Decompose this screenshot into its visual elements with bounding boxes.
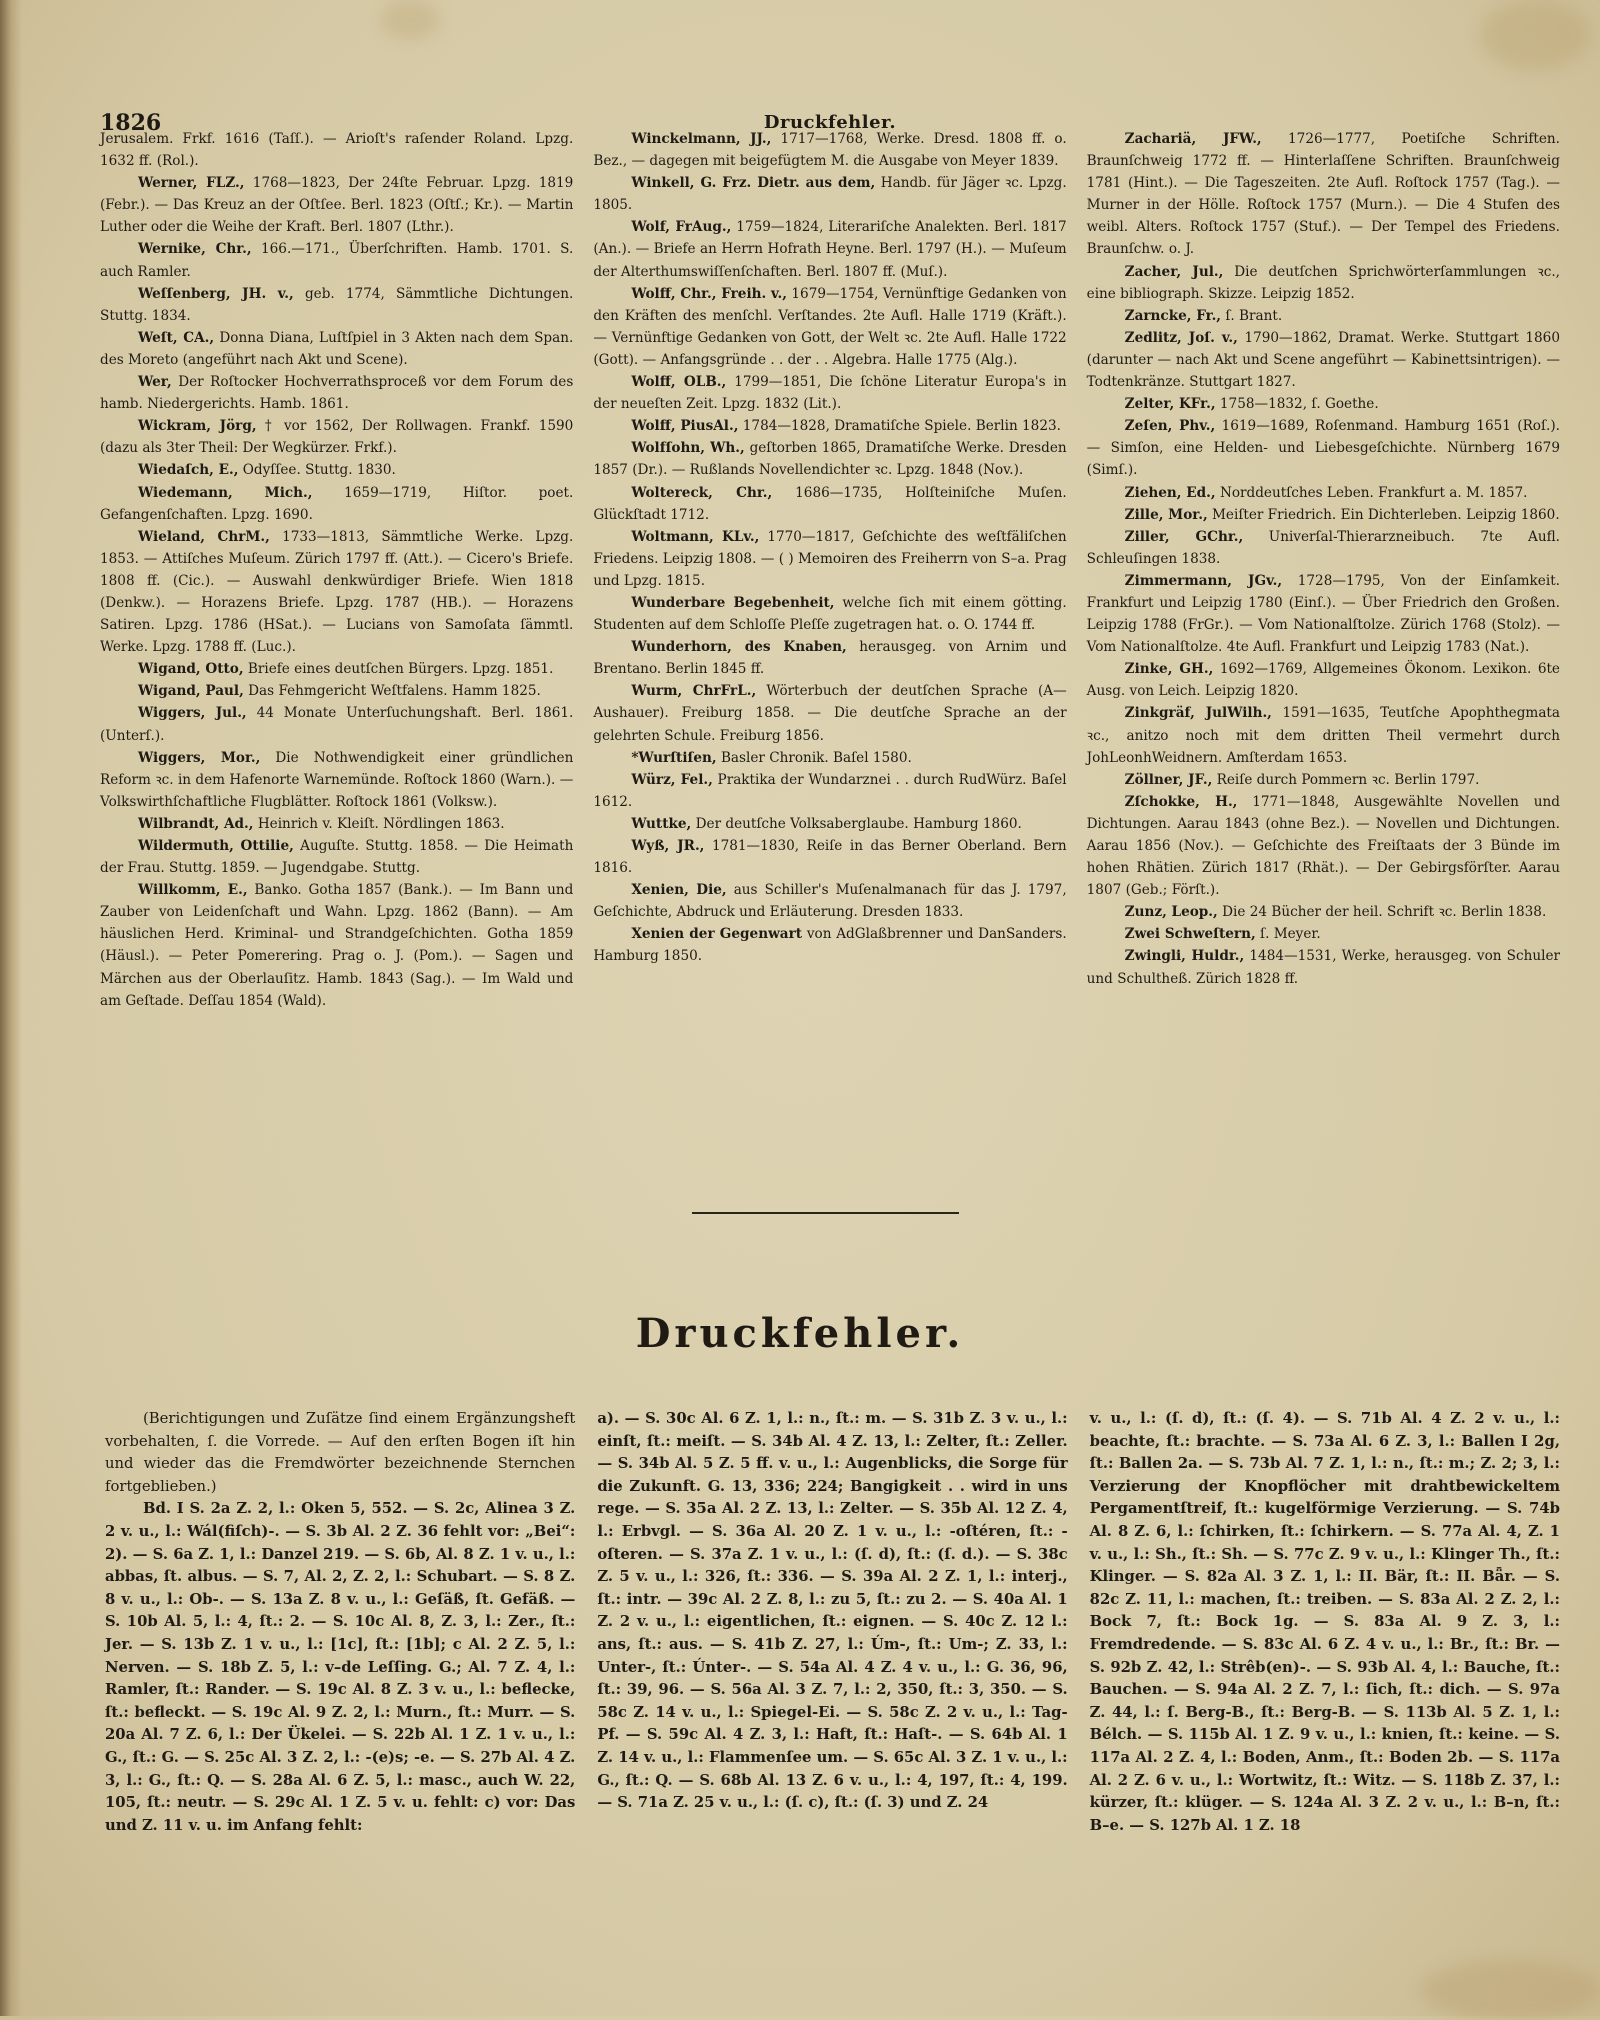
entry-text: Handb. für Jäger ꝛc. Lpzg. 1805. bbox=[593, 175, 1067, 214]
entry-text: Praktika der Wundarznei . . durch RudWürz. Baſel 1612. bbox=[593, 771, 1067, 810]
entry-text: 1686—1735, Holſteiniſche Muſen. Glückſtadt 1712. bbox=[593, 484, 1067, 523]
author-name: Zelter, KFr., bbox=[1124, 396, 1216, 413]
author-name: Wolff, PiusAl., bbox=[631, 418, 739, 435]
author-name: Wiedaſch, E., bbox=[138, 462, 239, 479]
bibliography-entry bbox=[100, 238, 573, 282]
errata-title: Druckfehler. bbox=[635, 1310, 965, 1357]
bibliography-entry bbox=[100, 658, 573, 680]
paper-stain bbox=[380, 0, 440, 40]
author-name: Xenien der Gegenwart bbox=[631, 926, 803, 943]
author-name: Weſt, CA., bbox=[138, 329, 215, 346]
entry-text: geb. 1774, Sämmtliche Dichtungen. Stuttg. 1834. bbox=[100, 285, 574, 324]
entry-text: ſ. Meyer. bbox=[1260, 926, 1321, 943]
bibliography-entry bbox=[593, 283, 1066, 371]
bibliography-entry bbox=[100, 128, 573, 172]
entry-text: 1659—1719, Hiſtor. poet. Gefangenſchaften. Lpzg. 1690. bbox=[100, 484, 574, 523]
errata-column-3 bbox=[1090, 1408, 1560, 1908]
author-name: Wolff, Chr., Freih. v., bbox=[631, 285, 788, 302]
entry-text: Das Fehmgericht Weſtfalens. Hamm 1825. bbox=[248, 683, 541, 700]
author-name: Wieland, ChrM., bbox=[138, 528, 270, 545]
bibliography-entry bbox=[593, 128, 1066, 172]
entry-text: Die 24 Bücher der heil. Schrift ꝛc. Berlin 1838. bbox=[1222, 904, 1547, 921]
bibliography-entry bbox=[1087, 658, 1560, 702]
author-name: Zunz, Leop., bbox=[1124, 904, 1218, 921]
entry-text: ſ. Brant. bbox=[1225, 307, 1283, 324]
bibliography-entry bbox=[100, 172, 573, 238]
bibliography-entry bbox=[593, 482, 1066, 526]
errata-text: v. u., l.: (ſ. d), ſt.: (ſ. 4). — S. 71b Al. 4 Z. 2 v. u., l.: beachte, ſt.: brachte. — S. 73a Al. 6 Z. 3, l.: Ballen I 2g, ſt.: Ballen 2a. — S. 73b Al. 7 Z. 1, l.: n., ſt.: m.; Z. 2; 3, l.: Verzierung der Knopflöcher mit drahtbewickeltem Pergamentſtreif, ſt.: kugelförmige Verzierung. — S. 74b Al. 8 Z. 6, l.: ſchirken, ſt.: ſchirkern. — S. 77a Al. 4, Z. 1 v. u., l.: Sh., ſt.: Sh. — S. 77c Z. 9 v. u., l.: Klinger Th., ſt.: Klinger. — S. 82a Al. 3 Z. 1, l.: II. Bär, ſt.: II. Bǟr. — S. 82c Z. 11, l.: machen, ſt.: treiben. — S. 83a Al. 2 Z. 2, l.: Bock 7, ſt.: Bock 1g. — S. 83a Al. 9 Z. 3, l.: Fremdredende. — S. 83c Al. 6 Z. 4 v. u., l.: Br., ſt.: Br. — S. 92b Z. 42, l.: Strêb(en)-. — S. 93b Al. 4, l.: Bauche, ſt.: Bauchen. — S. 94a Al. 2 Z. 7, l.: ſich, ſt.: dich. — S. 97a Z. 44, l.: ſ. Berg-B., ſt.: Berg-B. — S. 113b Al. 5 Z. 1, l.: Bélch. — S. 115b Al. 1 Z. 9 v. u., l.: knien, ſt.: keine. — S. 117a Al. 2 Z. 4, l.: Boden, Anm., ſt.: Boden 2b. — S. 117a Al. 2 Z. 6 v. u., l.: Wortwitz, ſt.: Witz. — S. 118b Z. 37, l.: kürzer, ſt.: klüger. — S. 124a Al. 3 Z. 2 v. u., l.: B–n, ſt.: B–e. — S. 127b Al. 1 Z. 18 bbox=[1089, 1410, 1560, 1834]
author-name: Zille, Mor., bbox=[1124, 506, 1208, 523]
bibliography-column-2 bbox=[593, 128, 1066, 1138]
errata-column-2 bbox=[597, 1408, 1067, 1908]
entry-text: Univerſal-Thierarzneibuch. 7te Aufl. Schleuſingen 1838. bbox=[1086, 528, 1560, 567]
author-name: Zinke, GH., bbox=[1124, 661, 1214, 678]
author-name: Xenien, Die, bbox=[631, 882, 727, 899]
author-name: Winkell, G. Frz. Dietr. aus dem, bbox=[631, 175, 876, 192]
bibliography-entry bbox=[1087, 128, 1560, 261]
author-name: Wigand, Otto, bbox=[138, 661, 244, 678]
entry-text: 1692—1769, Allgemeines Ökonom. Lexikon. 6te Ausg. von Leich. Leipzig 1820. bbox=[1086, 661, 1560, 700]
bibliography-entry bbox=[1087, 526, 1560, 570]
bibliography-column-1 bbox=[100, 128, 573, 1138]
entry-text: welche ſich mit einem götting. Studenten auf dem Schloſſe Pleſſe zugetragen hat. o. O. 1744 ff. bbox=[593, 594, 1067, 634]
author-name: Ziehen, Ed., bbox=[1124, 484, 1216, 501]
running-title: Druckfehler. bbox=[763, 112, 897, 133]
entry-text: 1717—1768, Werke. Dresd. 1808 ff. o. Bez., — dagegen mit beigefügtem M. die Ausgabe von Meyer 1839. bbox=[593, 131, 1067, 170]
author-name: Wickram, Jörg, bbox=[138, 418, 257, 435]
bibliography-entry bbox=[593, 680, 1066, 746]
entry-text: 1771—1848, Ausgewählte Novellen und Dichtungen. Aarau 1843 (ohne Bez.). — Novellen und Dichtungen. Aarau 1856 (Nov.). — Geſchichte des Freiſtaats der 3 Bünde im hohen Rhätien. Zürich 1817 (Rhät.). — Der Gebirgsförſter. Aarau 1807 (Geb.; Förſt.). bbox=[1086, 793, 1560, 899]
author-name: Werner, FLZ., bbox=[138, 175, 245, 192]
bibliography-entry bbox=[593, 437, 1066, 481]
author-name: Zſchokke, H., bbox=[1124, 793, 1238, 810]
bibliography-entry bbox=[1087, 482, 1560, 504]
bibliography-entry bbox=[100, 747, 573, 813]
author-name: Wiedemann, Mich., bbox=[138, 484, 313, 501]
author-name: Zinkgräf, JulWilh., bbox=[1124, 705, 1272, 722]
author-name: Zwei Schweſtern, bbox=[1124, 926, 1256, 943]
errata-text: a). — S. 30c Al. 6 Z. 1, l.: n., ſt.: m. — S. 31b Z. 3 v. u., l.: einſt, ſt.: meiſt. — S. 34b Al. 4 Z. 13, l.: Zelter, ſt.: Zeller. — S. 34b Al. 5 Z. 5 ff. v. u., l.: Augenblicks, die Sorge für die Zukunft. G. 13, 336; 224; Bangigkeit . . wird in uns rege. — S. 35a Al. 2 Z. 13, l.: Zelter. — S. 35b Al. 12 Z. 4, l.: Erbvgl. — S. 36a Al. 20 Z. 1 v. u., l.: -oſtéren, ſt.: -oſteren. — S. 37a Z. 1 v. u., l.: (ſ. d), ſt.: (ſ. d.). — S. 38c Z. 5 v. u., l.: 326, ſt.: 336. — S. 39a Al. 2 Z. 1, l.: interj., ſt.: intr. — 39c Al. 2 Z. 8, l.: zu 5, ſt.: zu 2. — S. 40a Al. 1 Z. 2 v. u., l.: eigentlichen, ſt.: eignen. — S. 40c Z. 12 l.: ans, ſt.: aus. — S. 41b Z. 27, l.: Úm-, ſt.: Um-; Z. 33, l.: Unter-, ſt.: Únter-. — S. 54a Al. 4 Z. 4 v. u., l.: G. 36, 96, ſt.: 39, 96. — S. 56a Al. 3 Z. 7, l.: 2, 350, ſt.: 3, 350. — S. 58c Z. 14 v. u., l.: Spiegel-Ei. — S. 58c Z. 2 v. u., l.: Tag-Pf. — S. 59c Al. 4 Z. 3, l.: Haft, ſt.: Haſt-. — S. 64b Al. 1 Z. 14 v. u., l.: Flammenſee um. — S. 65c Al. 3 Z. 1 v. u., l.: G., ſt.: Q. — S. 68b Al. 13 Z. 6 v. u., l.: 4, 197, ſt.: 4, 199. — S. 71a Z. 25 v. u., l.: (ſ. c), ſt.: (ſ. 3) und Z. 24 bbox=[597, 1410, 1068, 1812]
errata-column-1 bbox=[105, 1408, 575, 1908]
bibliography-entry bbox=[593, 923, 1066, 967]
entry-text: 1790—1862, Dramat. Werke. Stuttgart 1860 (darunter — nach Akt und Scene angeführt — Kabinettsintrigen). — Todtenkränze. Stuttgart 1827. bbox=[1086, 329, 1560, 391]
author-name: Zarncke, Fr., bbox=[1124, 307, 1222, 324]
bibliography-entry bbox=[100, 702, 573, 746]
author-name: Wer, bbox=[138, 374, 172, 391]
bibliography-column-3 bbox=[1087, 128, 1560, 1138]
bibliography-entry bbox=[1087, 945, 1560, 989]
bibliography-entry bbox=[1087, 393, 1560, 415]
author-name: Wunderhorn, des Knaben, bbox=[631, 639, 847, 656]
entry-text: 1768—1823, Der 24ſte Februar. Lpzg. 1819 (Febr.). — Das Kreuz an der Oſtſee. Berl. 1823 (Oſtſ.; Kr.). — Martin Luther oder die Weihe der Kraft. Berl. 1807 (Lthr.). bbox=[100, 175, 574, 236]
bibliography-entry bbox=[593, 813, 1066, 835]
author-name: Zacher, Jul., bbox=[1124, 263, 1224, 280]
bibliography-entry bbox=[593, 592, 1066, 636]
bibliography-entry bbox=[593, 835, 1066, 879]
author-name: Willkomm, E., bbox=[138, 882, 248, 899]
entry-text: Basler Chronik. Baſel 1580. bbox=[720, 749, 912, 766]
bibliography-entry bbox=[100, 680, 573, 702]
author-name: *Wurſtiſen, bbox=[631, 749, 717, 766]
section-divider bbox=[692, 1212, 959, 1214]
errata-intro: (Berichtigungen und Zuſätze ſind einem Ergänzungsheft vorbehalten, ſ. die Vorrede. — Auf den erſten Bogen iſt hin und wieder das die Fremdwörter bezeichnende Sternchen fortgeblieben.) bbox=[105, 1410, 576, 1495]
bibliography-entry bbox=[100, 526, 573, 659]
bibliography-entry bbox=[593, 636, 1066, 680]
bibliography-entry bbox=[100, 371, 573, 415]
bibliography-entry bbox=[1087, 791, 1560, 901]
entry-text: Reiſe durch Pommern ꝛc. Berlin 1797. bbox=[1216, 771, 1480, 788]
entry-text: 1679—1754, Vernünftige Gedanken von den Kräften des menſchl. Verſtandes. 2te Aufl. Halle 1719 (Kräft.). — Vernünftige Gedanken von Gott, der Welt ꝛc. 2te Aufl. Halle 1722 (Gott). — Anfangsgründe . . der . . Algebra. Halle 1775 (Alg.). bbox=[593, 285, 1067, 368]
author-name: Zwingli, Huldr., bbox=[1124, 948, 1245, 965]
bibliography-entry bbox=[100, 813, 573, 835]
bibliography-entry bbox=[593, 747, 1066, 769]
entry-text: 1759—1824, Literariſche Analekten. Berl. 1817 (An.). — Briefe an Herrn Hofrath Heyne. Berl. 1797 (H.). — Muſeum der Alterthumswiſſenſchaften. Berl. 1807 ff. (Muſ.). bbox=[593, 219, 1067, 280]
bibliography-entry bbox=[1087, 504, 1560, 526]
entry-text: 1733—1813, Sämmtliche Werke. Lpzg. 1853. — Attiſches Muſeum. Zürich 1797 ff. (Att.). — Cicero's Briefe. 1808 ff. (Cic.). — Auswahl denkwürdiger Briefe. Wien 1818 (Denkw.). — Horazens Briefe. Lpzg. 1787 (HB.). — Horazens Satiren. Lpzg. 1786 (HSat.). — Lucians von Samoſata ſämmtl. Werke. Lpzg. 1788 ff. (Luc.). bbox=[100, 528, 574, 656]
entry-text: Auguſte. Stuttg. 1858. — Die Heimath der Frau. Stuttg. 1859. — Jugendgabe. Stuttg. bbox=[100, 838, 574, 877]
entry-text: 1619—1689, Roſenmand. Hamburg 1651 (Roſ.). — Simſon, eine Helden- und Liebesgeſchichte. Nürnberg 1679 (Simſ.). bbox=[1086, 418, 1560, 479]
author-name: Zöllner, JF., bbox=[1124, 771, 1213, 788]
author-name: Wunderbare Begebenheit, bbox=[631, 594, 835, 611]
bibliography-entry bbox=[593, 371, 1066, 415]
author-name: Zedlitz, Joſ. v., bbox=[1124, 329, 1238, 346]
author-name: Wigand, Paul, bbox=[138, 683, 244, 700]
page-number: 1826 bbox=[100, 110, 162, 136]
author-name: Wernike, Chr., bbox=[138, 241, 252, 258]
bibliography-columns bbox=[100, 128, 1560, 1138]
bibliography-entry bbox=[100, 459, 573, 481]
entry-text: Der Roſtocker Hochverrathsproceß vor dem Forum des hamb. Niedergerichts. Hamb. 1861. bbox=[100, 374, 574, 413]
entry-text: aus Schiller's Muſenalmanach für das J. 1797, Geſchichte, Abdruck und Erläuterung. Dresden 1833. bbox=[593, 882, 1067, 921]
entry-text: † vor 1562, Der Rollwagen. Frankf. 1590 (dazu als 3ter Theil: Der Wegkürzer. Frkf.). bbox=[100, 418, 574, 457]
entry-text: Die deutſchen Sprichwörterſammlungen ꝛc., eine bibliograph. Skizze. Leipzig 1852. bbox=[1086, 263, 1560, 302]
bibliography-entry bbox=[1087, 305, 1560, 327]
entry-text: 1799—1851, Die ſchöne Literatur Europa's in der neueſten Zeit. Lpzg. 1832 (Lit.). bbox=[593, 374, 1067, 413]
entry-text: 1758—1832, ſ. Goethe. bbox=[1219, 396, 1379, 413]
author-name: Wyß, JR., bbox=[631, 838, 705, 854]
author-name: Wiggers, Mor., bbox=[138, 749, 261, 766]
entry-text: 166.—171., Überſchriften. Hamb. 1701. S. auch Ramler. bbox=[100, 241, 574, 280]
entry-text: Jerusalem. Frkf. 1616 (Taſſ.). — Arioſt's raſender Roland. Lpzg. 1632 ff. (Rol.). bbox=[100, 131, 574, 170]
entry-text: Donna Diana, Luſtſpiel in 3 Akten nach dem Span. des Moreto (angeführt nach Akt und Scene). bbox=[100, 329, 574, 368]
entry-text: 1591—1635, Teutſche Apophthegmata ꝛc., anitzo noch mit dem dritten Theil vermehrt durch JohLeonhWeidnern. Amſterdam 1653. bbox=[1086, 705, 1560, 766]
entry-text: von AdGlaßbrenner und DanSanders. Hamburg 1850. bbox=[593, 926, 1067, 965]
entry-text: 44 Monate Unterſuchungshaft. Berl. 1861. (Unterſ.). bbox=[100, 705, 574, 744]
entry-text: 1484—1531, Werke, herausgeg. von Schuler und Schultheß. Zürich 1828 ff. bbox=[1086, 948, 1560, 987]
entry-text: geſtorben 1865, Dramatiſche Werke. Dresden 1857 (Dr.). — Rußlands Novellendichter ꝛc. Lpzg. 1848 (Nov.). bbox=[593, 440, 1067, 479]
bibliography-entry bbox=[100, 327, 573, 371]
author-name: Woltmann, KLv., bbox=[631, 528, 760, 545]
paper-stain bbox=[1420, 1960, 1600, 2020]
entry-text: Die Nothwendigkeit einer gründlichen Reform ꝛc. in dem Hafenorte Warnemünde. Roſtock 1860 (Warn.). — Volkswirthſchaftliche Flugblätter. Roſtock 1861 (Volksw.). bbox=[100, 749, 574, 810]
author-name: Wurm, ChrFrL., bbox=[631, 683, 757, 700]
author-name: Weſſenberg, JH. v., bbox=[138, 285, 294, 302]
author-name: Ziller, GChr., bbox=[1124, 528, 1244, 545]
bibliography-entry bbox=[1087, 702, 1560, 768]
entry-text: Meiſter Friedrich. Ein Dichterleben. Leipzig 1860. bbox=[1212, 506, 1560, 523]
bibliography-entry bbox=[100, 283, 573, 327]
paper-stain bbox=[1480, 0, 1590, 70]
entry-text: 1784—1828, Dramatiſche Spiele. Berlin 1823. bbox=[742, 418, 1061, 435]
bibliography-entry bbox=[100, 482, 573, 526]
bibliography-entry bbox=[593, 769, 1066, 813]
entry-text: herausgeg. von Arnim und Brentano. Berlin 1845 ff. bbox=[593, 639, 1067, 678]
bibliography-entry bbox=[1087, 327, 1560, 393]
author-name: Wolf, FrAug., bbox=[631, 219, 732, 236]
entry-text: Wörterbuch der deutſchen Sprache (A—Aushauer). Freiburg 1858. — Die deutſche Sprache an der gelehrten Schule. Freiburg 1856. bbox=[593, 683, 1067, 744]
entry-text: 1728—1795, Von der Einſamkeit. Frankfurt und Leipzig 1780 (Einſ.). — Über Friedrich den Großen. Leipzig 1788 (FrGr.). — Vom Nationalſtolze. Zürich 1768 (Stolz). — Vom Nationalſtolze. 4te Aufl. Frankfurt und Leipzig 1783 (Nat.). bbox=[1086, 572, 1560, 656]
errata-text: Bd. I S. 2a Z. 2, l.: Oken 5, 552. — S. 2c, Alinea 3 Z. 2 v. u., l.: Wál(fiſch)-. — S. 3b Al. 2 Z. 36 fehlt vor: „Bei“: 2). — S. 6a Z. 1, l.: Danzel 219. — S. 6b, Al. 8 Z. 1 v. u., l.: abbas, ſt. albus. — S. 7, Al. 2, Z. 2, l.: Schubart. — S. 8 Z. 8 v. u., l.: Ob-. — S. 13a Z. 8 v. u., l.: Geſäß, ſt. Gefäß. — S. 10b Al. 5, l.: 4, ſt.: 2. — S. 10c Al. 8, Z. 3, l.: Zer., ſt.: Jer. — S. 13b Z. 1 v. u., l.: [1c], ſt.: [1b]; c Al. 2 Z. 5, l.: Nerven. — S. 18b Z. 5, l.: v–de Leſſing. G.; Al. 7 Z. 4, l.: Ramler, ſt.: Rander. — S. 19c Al. 8 Z. 3 v. u., l.: beflecke, ſt.: befleckt. — S. 19c Al. 9 Z. 2, l.: Murn., ſt.: Murr. — S. 20a Al. 7 Z. 6, l.: Der Ükelei. — S. 22b Al. 1 Z. 1 v. u., l.: G., ſt.: G. — S. 25c Al. 3 Z. 2, l.: -(e)s; -e. — S. 27b Al. 4 Z. 3, l.: G., ſt.: Q. — S. 28a Al. 6 Z. 5, l.: masc., auch W. 22, 105, ſt.: neutr. — S. 29c Al. 1 Z. 5 v. u. fehlt: c) vor: Das und Z. 11 v. u. im Anfang fehlt: bbox=[105, 1500, 576, 1834]
author-name: Wolfſohn, Wh., bbox=[631, 440, 745, 457]
bibliography-entry bbox=[1087, 570, 1560, 658]
bibliography-entry bbox=[1087, 415, 1560, 481]
bibliography-entry bbox=[1087, 769, 1560, 791]
page-edge-shadow bbox=[0, 0, 22, 2016]
bibliography-entry bbox=[593, 415, 1066, 437]
bibliography-entry bbox=[593, 526, 1066, 592]
entry-text: Briefe eines deutſchen Bürgers. Lpzg. 1851. bbox=[247, 661, 554, 678]
entry-text: Odyſſee. Stuttg. 1830. bbox=[242, 462, 396, 479]
entry-text: Heinrich v. Kleiſt. Nördlingen 1863. bbox=[257, 815, 505, 832]
entry-text: Der deutſche Volksaberglaube. Hamburg 1860. bbox=[695, 815, 1022, 832]
entry-text: Banko. Gotha 1857 (Bank.). — Im Bann und Zauber von Leidenſchaft und Wahn. Lpzg. 1862 (Bann). — Am häuslichen Herd. Kriminal- und Strandgeſchichten. Gotha 1859 (Häusl.). — Peter Pomerering. Prag o. J. (Pom.). — Sagen und Märchen aus der Oberlauſitz. Hamb. 1843 (Sag.). — Im Wald und am Geſtade. Deſſau 1854 (Wald). bbox=[100, 882, 574, 1009]
errata-columns bbox=[105, 1408, 1560, 1908]
bibliography-entry bbox=[1087, 923, 1560, 945]
author-name: Zimmermann, JGv., bbox=[1124, 572, 1283, 589]
author-name: Wolff, OLB., bbox=[631, 374, 727, 391]
bibliography-entry bbox=[100, 879, 573, 1012]
author-name: Wuttke, bbox=[631, 815, 692, 832]
author-name: Woltereck, Chr., bbox=[631, 484, 773, 501]
bibliography-entry bbox=[593, 172, 1066, 216]
author-name: Winckelmann, JJ., bbox=[631, 131, 772, 147]
bibliography-entry bbox=[1087, 901, 1560, 923]
entry-text: 1781—1830, Reiſe in das Berner Oberland. Bern 1816. bbox=[593, 838, 1067, 877]
bibliography-entry bbox=[100, 415, 573, 459]
bibliography-entry bbox=[1087, 261, 1560, 305]
entry-text: 1726—1777, Poetiſche Schriften. Braunſchweig 1772 ff. — Hinterlaſſene Schriften. Braunſchweig 1781 (Hint.). — Die Tageszeiten. 2te Aufl. Roſtock 1757 (Tag.). — Murner in der Hölle. Roſtock 1757 (Murn.). — Die 4 Stufen des weibl. Alters. Roſtock 1757 (Stuf.). — Der Tempel des Friedens. Braunſchw. o. J. bbox=[1086, 131, 1560, 258]
bibliography-entry bbox=[593, 216, 1066, 282]
author-name: Wiggers, Jul., bbox=[138, 705, 247, 722]
author-name: Zeſen, Phv., bbox=[1124, 418, 1216, 435]
author-name: Zachariä, JFW., bbox=[1124, 131, 1262, 147]
author-name: Wildermuth, Ottilie, bbox=[138, 838, 294, 854]
bibliography-entry bbox=[100, 835, 573, 879]
author-name: Wilbrandt, Ad., bbox=[138, 815, 254, 832]
entry-text: Norddeutſches Leben. Frankfurt a. M. 1857. bbox=[1219, 484, 1528, 501]
entry-text: 1770—1817, Geſchichte des weſtfäliſchen Friedens. Leipzig 1808. — ( ) Memoiren des Freiherrn von S–a. Prag und Lpzg. 1815. bbox=[593, 528, 1067, 589]
author-name: Würz, Fel., bbox=[631, 771, 713, 788]
bibliography-entry bbox=[593, 879, 1066, 923]
